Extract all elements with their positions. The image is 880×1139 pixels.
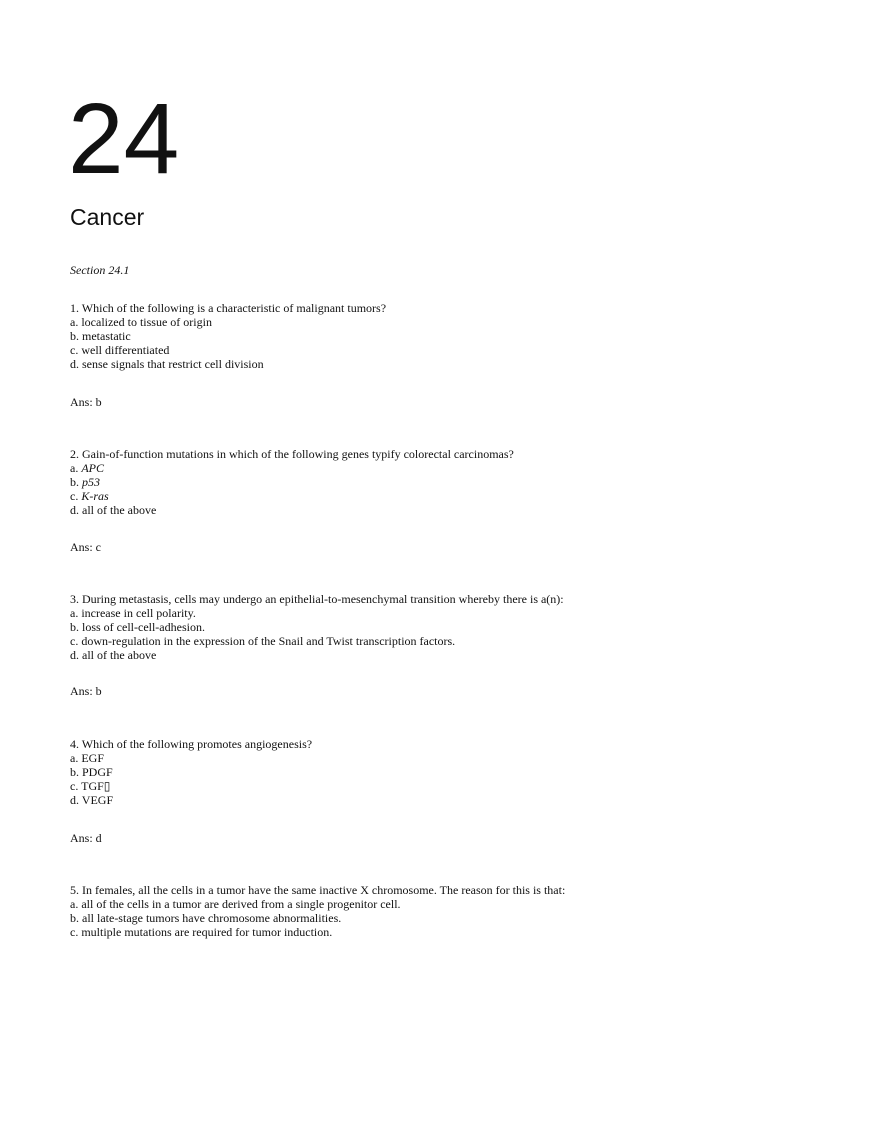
question-3: [70, 592, 564, 662]
option-b: b. loss of cell-cell-adhesion.: [70, 620, 205, 634]
question-5: [70, 883, 565, 939]
chapter-title: Cancer: [70, 204, 145, 230]
option-b: b. PDGF: [70, 765, 113, 779]
question-stem: 3. During metastasis, cells may undergo an epithelial-to-mesenchymal transition whereby there is a(n):: [70, 592, 564, 606]
question-1: [70, 301, 386, 371]
option-b: b. all late-stage tumors have chromosome abnormalities.: [70, 911, 342, 925]
option-c: c. TGF▯: [70, 779, 111, 793]
option-a: a. EGF: [70, 751, 104, 765]
answer-3: Ans: b: [70, 684, 102, 698]
answer-2: Ans: c: [70, 540, 101, 554]
option-c: c. well differentiated: [70, 343, 170, 357]
option-d: d. VEGF: [70, 793, 114, 807]
option-d: d. all of the above: [70, 503, 157, 517]
chapter-number: 24: [68, 83, 180, 195]
option-c: c. K-ras: [70, 489, 109, 503]
answer-4: Ans: d: [70, 831, 102, 845]
option-b: b. metastatic: [70, 329, 131, 343]
answer-1: Ans: b: [70, 395, 102, 409]
option-b: b. p53: [70, 475, 100, 489]
option-a: a. all of the cells in a tumor are derived from a single progenitor cell.: [70, 897, 401, 911]
option-a: a. APC: [70, 461, 104, 475]
question-stem: 1. Which of the following is a characteristic of malignant tumors?: [70, 301, 387, 315]
option-c: c. down-regulation in the expression of the Snail and Twist transcription factors.: [70, 634, 456, 648]
section-heading: Section 24.1: [70, 263, 130, 277]
option-d: d. sense signals that restrict cell division: [70, 357, 264, 371]
option-d: d. all of the above: [70, 648, 157, 662]
option-c: c. multiple mutations are required for tumor induction.: [70, 925, 333, 939]
question-4: [70, 737, 312, 807]
option-a: a. increase in cell polarity.: [70, 606, 196, 620]
question-stem: 4. Which of the following promotes angiogenesis?: [70, 737, 313, 751]
option-a: a. localized to tissue of origin: [70, 315, 212, 329]
question-stem: 2. Gain-of-function mutations in which of the following genes typify colorectal carcinomas?: [70, 447, 514, 461]
question-stem: 5. In females, all the cells in a tumor have the same inactive X chromosome. The reason for this is that:: [70, 883, 566, 897]
question-2: [70, 447, 514, 517]
